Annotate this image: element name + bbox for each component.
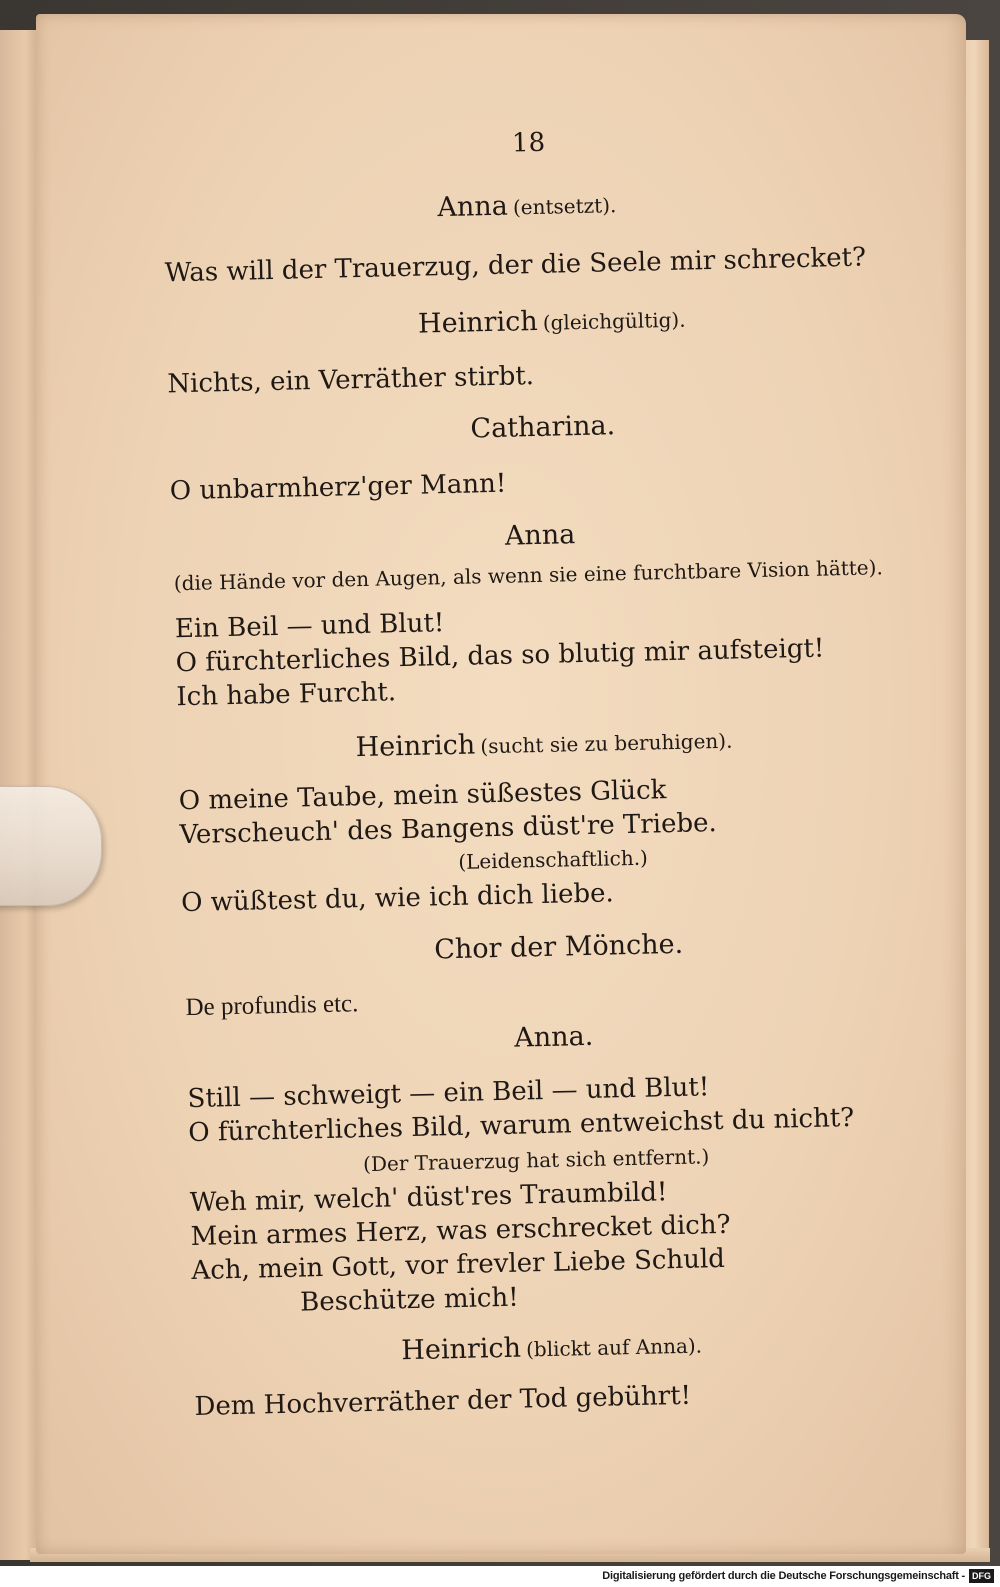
verse-line: Beschütze mich! — [299, 1282, 519, 1318]
verse-line: Nichts, ein Verräther stirbt. — [167, 361, 535, 400]
verse-line: O unbarmherz'ger Mann! — [169, 468, 507, 507]
footer-bar — [0, 1566, 1000, 1587]
verse-line: Verscheuch' des Bangens düst're Triebe. — [179, 808, 718, 851]
page-clip — [0, 786, 102, 906]
verse-line: Dem Hochverräther der Tod gebührt! — [194, 1380, 692, 1422]
stage-direction: (die Hände vor den Augen, als wenn sie eine furchtbare Vision hätte). — [173, 555, 884, 596]
verse-line: De profundis etc. — [185, 990, 359, 1022]
funding-notice: Digitalisierung gefördert durch die Deutsche Forschungsgemeinschaft - — [602, 1570, 965, 1582]
verse-line: Mein armes Herz, was erschrecket dich? — [190, 1209, 731, 1253]
speaker-name: Heinrich — [355, 729, 476, 764]
verse-line: Still — schweigt — ein Beil — und Blut! — [187, 1072, 710, 1115]
verse-line: O meine Taube, mein süßestes Glück — [178, 775, 667, 817]
dfg-logo: DFG — [969, 1569, 994, 1583]
speaker-heading: Catharina. — [470, 410, 616, 445]
verse-line: O fürchterliches Bild, warum entweichst du nicht? — [188, 1102, 855, 1149]
speaker-heading — [401, 1328, 702, 1366]
page-number: 18 — [511, 127, 546, 159]
verse-line: O wüßtest du, wie ich dich liebe. — [180, 878, 615, 919]
speaker-name: Heinrich — [401, 1332, 522, 1367]
stage-direction: (blickt auf Anna). — [525, 1333, 703, 1362]
stage-direction: (Der Trauerzug hat sich entfernt.) — [362, 1144, 710, 1177]
speaker-name: Heinrich — [417, 305, 539, 340]
speaker-name: Anna — [437, 190, 509, 224]
stage-direction: (sucht sie zu beruhigen). — [480, 728, 733, 759]
speaker-heading: Anna. — [513, 1020, 594, 1054]
speaker-heading — [355, 724, 732, 764]
verse-line: Ich habe Furcht. — [176, 677, 397, 713]
stage-direction: (entsetzt). — [512, 193, 617, 220]
stage-direction: (Leidenschaftlich.) — [458, 845, 649, 874]
speaker-heading — [418, 303, 686, 340]
verse-line: Weh mir, welch' düst'res Traumbild! — [189, 1177, 668, 1219]
speaker-heading: Chor der Mönche. — [433, 928, 684, 966]
stage-direction: (gleichgültig). — [542, 307, 686, 335]
verse-line: Ach, mein Gott, vor frevler Liebe Schuld — [191, 1243, 726, 1287]
speaker-heading: Anna — [504, 519, 576, 552]
verse-line: O fürchterliches Bild, das so blutig mir aufsteigt! — [175, 633, 825, 679]
speaker-heading — [437, 188, 617, 223]
verse-line: Ein Beil — und Blut! — [174, 608, 445, 645]
verse-line: Was will der Trauerzug, der die Seele mir schrecket? — [164, 242, 867, 289]
